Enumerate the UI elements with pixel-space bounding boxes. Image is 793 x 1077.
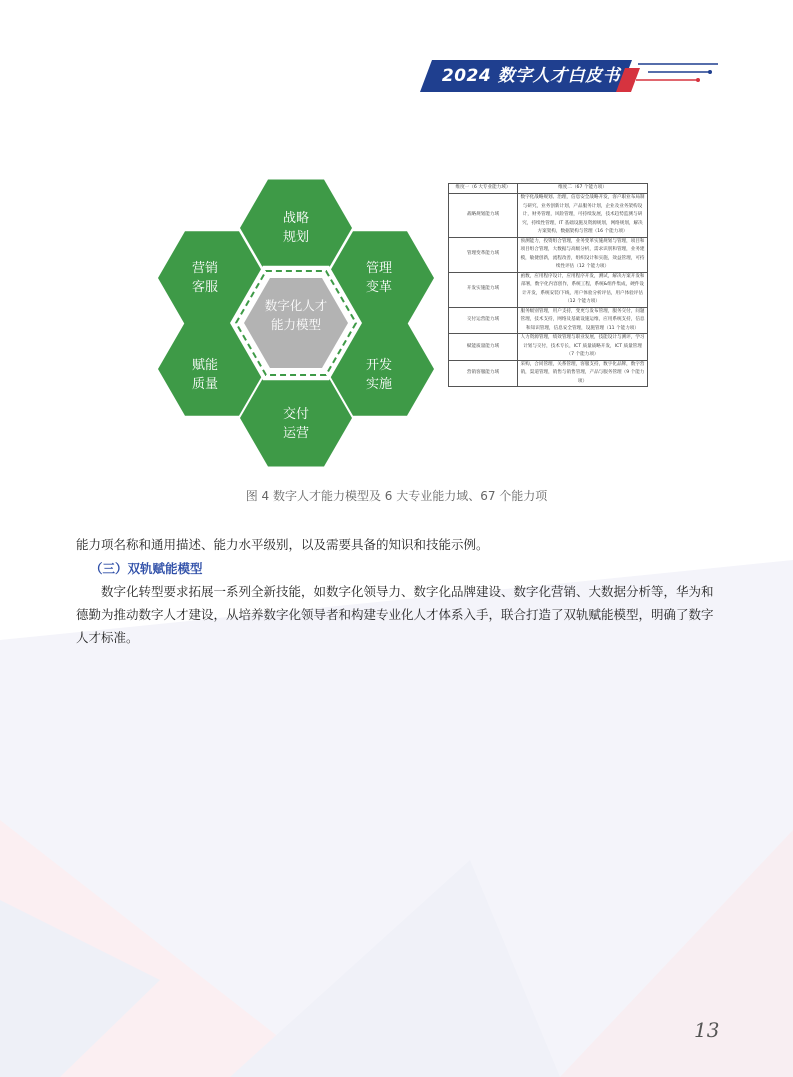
table-header-dimension-two: 维度二（67 个能力项） [518, 184, 648, 194]
table-cell-items: 数字化战略规划、治理，信息安全战略开发，客户职业布局制与研究，业务创新计划，产品服务计划，企业及业务架构设计，财务管理，风险管理，可持续发展，技术趋势监测与研究，持续性管理，IT 基础设施及资源规划，网络规划，解决方案架构，数据架构与管理（16 个能力项） [518, 194, 648, 238]
capability-table [448, 183, 648, 387]
hex-label-enablement: 赋能 质量 [191, 358, 218, 392]
table-cell-items: 函数，应用程序设计，应用程序开发，测试，解决方案开发和部署，数字化内容创作，系统工程，系统&组件集成，硬件设计开发，系统安装/下线，用户体验分析评估，用户体验评估（12 个能力项） [518, 272, 648, 307]
figure-caption: 图 4 数字人才能力模型及 6 大专业能力域、67 个能力项 [245, 489, 548, 503]
table-row [449, 307, 648, 334]
table-row [449, 334, 648, 361]
table-cell-domain: 战略规划能力域 [449, 194, 518, 238]
hex-label-delivery: 交付 运营 [282, 407, 309, 441]
header-title: 2024 数字人才白皮书 [441, 66, 621, 86]
table-header-dimension-one: 维度一（6 大专业能力域） [449, 184, 518, 194]
table-row [449, 360, 648, 387]
table-cell-items: 人力资源管理，绩效管理与职业发展，技能设计与测评，学习计划与交付，技术专长，ICT 质量战略开发，ICT 质量管理（7 个能力项） [518, 334, 648, 361]
paragraph-dual-track: 数字化转型要求拓展一系列全新技能，如数字化领导力、数字化品牌建设、数字化营销、大数据分析等，华为和德勤为推动数字人才建设，从培养数字化领导者和构建专业化人才体系入手，联合打造了双轨赋能模型，明确了数字人才标准。 [76, 584, 714, 645]
table-cell-domain: 赋能质量能力域 [449, 334, 518, 361]
table-row [449, 194, 648, 238]
table-row [449, 272, 648, 307]
table-cell-items: 采购，合同管理，关系管理，客服支持，数字化品牌，数字营销，渠道管理，销售与销售管理，产品与服务管理（9 个能力项） [518, 360, 648, 387]
table-cell-domain: 开发实施能力域 [449, 272, 518, 307]
hex-label-strategy: 战略 规划 [282, 211, 309, 245]
paragraph-continuation: 能力项名称和通用描述、能力水平级别，以及需要具备的知识和技能示例。 [76, 537, 489, 552]
hex-label-center: 数字化人才 能力模型 [264, 298, 328, 332]
table-cell-items: 预测能力，投资组合管理，业务变革实施规划与管理，项目和项目组合管理，大数据与高级分析，需求识别和管理，业务建模，敏捷创新，流程改善，组织设计和实施，效益管理，可持续性评估（12 个能力项） [518, 237, 648, 272]
table-row [449, 237, 648, 272]
hex-label-marketing: 营销 客服 [191, 261, 218, 295]
page-number: 13 [694, 1018, 720, 1042]
table-cell-domain: 营销客服能力域 [449, 360, 518, 387]
hex-label-management: 管理 变革 [365, 261, 392, 295]
hex-label-development: 开发 实施 [365, 358, 392, 392]
table-cell-domain: 交付运营能力域 [449, 307, 518, 334]
table-cell-domain: 管理变革能力域 [449, 237, 518, 272]
table-cell-items: 服务级别管理，用户支持，变更与发布管理，服务交付，问题管理，技术支持，网络及基础设施运维，应用系统支持，信息和知识管理，信息安全管理，设施管理（11 个能力项） [518, 307, 648, 334]
section-heading: （三）双轨赋能模型 [90, 561, 203, 576]
